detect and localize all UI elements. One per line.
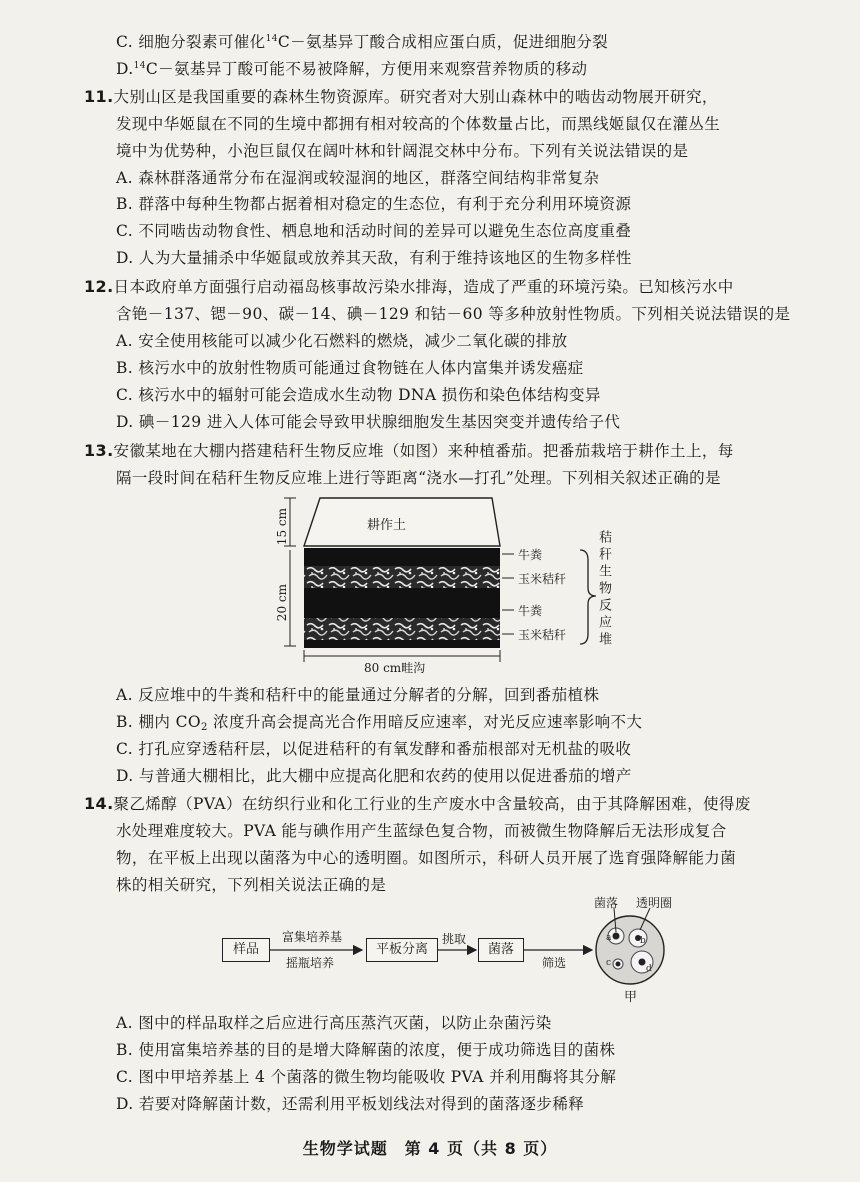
plate-separation-box: 平板分离 <box>366 938 438 962</box>
q11-option-a: A. 森林群落通常分布在湿润或较湿润的地区，群落空间结构非常复杂 <box>116 169 600 187</box>
q14-option-a: A. 图中的样品取样之后应进行高压蒸汽灭菌，以防止杂菌污染 <box>116 1014 552 1032</box>
q11-option-d: D. 人为大量捕杀中华姬鼠或放养其天敌，有利于维持该地区的生物多样性 <box>116 249 632 267</box>
q11-option-b: B. 群落中每种生物都占据着相对稳定的生态位，有利于充分利用环境资源 <box>116 195 632 213</box>
q13-stem-line-1 <box>84 440 734 462</box>
layer-label-straw-1: 玉米秸秆 <box>518 572 567 586</box>
q14-stem-line-2: 水处理难度较大。PVA 能与碘作用产生蓝绿色复合物，而被微生物降解后无法形成复合 <box>116 822 727 840</box>
q10-option-c <box>116 31 608 53</box>
page-footer: 生物学试题 第 4 页（共 8 页） <box>302 1139 558 1158</box>
layer-label-straw-2: 玉米秸秆 <box>518 628 567 642</box>
q14-stem-line-4: 株的相关研究，下列相关说法正确的是 <box>116 876 387 894</box>
dim-mid-label: 20 cm <box>275 584 289 622</box>
q11-stem-line-3: 境中为优势种，小泡巨鼠仅在阔叶林和针阔混交林中分布。下列有关说法错误的是 <box>116 142 689 160</box>
colony-box: 菌落 <box>478 938 524 962</box>
q14-option-d: D. 若要对降解菌计数，还需利用平板划线法对得到的菌落逐步稀释 <box>116 1095 585 1113</box>
q10-option-d-label: D. <box>116 60 134 78</box>
q13-option-b-rest: 浓度升高会提高光合作用暗反应速率，对光反应速率影响不大 <box>207 713 643 731</box>
q12-option-a: A. 安全使用核能可以减少化石燃料的燃烧，减少二氧化碳的排放 <box>116 332 568 350</box>
q14-stem-line-3: 物，在平板上出现以菌落为中心的透明圈。如图所示，科研人员开展了选育强降解能力菌 <box>116 849 737 867</box>
layer-label-manure-2: 牛粪 <box>518 604 543 618</box>
q11-stem-text: 大别山区是我国重要的森林生物资源库。研究者对大别山森林中的啮齿动物展开研究， <box>113 88 718 106</box>
arrow1-bottom-label: 摇瓶培养 <box>286 956 335 970</box>
isotope-superscript: 14 <box>265 34 278 44</box>
q11-option-c: C. 不同啮齿动物食性、栖息地和活动时间的差异可以避免生态位高度重叠 <box>116 222 632 240</box>
q13-option-d: D. 与普通大棚相比，此大棚中应提高化肥和农药的使用以促进番茄的增产 <box>116 767 632 785</box>
soil-label: 耕作土 <box>367 518 407 533</box>
q10-option-c-text: C. 细胞分裂素可催化 <box>116 33 266 51</box>
q11-number: 11. <box>84 87 114 106</box>
arrow3-bottom-label: 筛选 <box>542 956 567 970</box>
q11-stem-line-2: 发现中华姬鼠在不同的生境中都拥有相对较高的个体数量占比，而黑线姬鼠仅在灌丛生 <box>116 115 721 133</box>
sample-box: 样品 <box>222 938 270 962</box>
q10-option-c-rest: C－氨基异丁酸合成相应蛋白质，促进细胞分裂 <box>277 33 609 51</box>
layer-label-manure-1: 牛粪 <box>518 548 543 562</box>
straw-layer-2 <box>304 618 500 640</box>
q14-stem-line-1 <box>84 793 751 815</box>
q13-stem-text: 安徽某地在大棚内搭建秸秆生物反应堆（如图）来种植番茄。把番茄栽培于耕作土上，每 <box>113 442 734 460</box>
isotope-superscript: 14 <box>133 61 146 71</box>
q10-option-d <box>116 58 587 80</box>
colony-letter-b: b <box>640 936 646 946</box>
q13-stem-line-2: 隔一段时间在秸秆生物反应堆上进行等距离“浇水—打孔”处理。下列相关叙述正确的是 <box>116 469 721 487</box>
reactor-label: 秸秆生物反应堆 <box>596 530 611 649</box>
arrow2-top-label: 挑取 <box>442 932 467 946</box>
q12-option-c: C. 核污水中的辐射可能会造成水生动物 DNA 损伤和染色体结构变异 <box>116 386 601 404</box>
q13-option-a: A. 反应堆中的牛粪和秸秆中的能量通过分解者的分解，回到番茄植株 <box>116 686 600 704</box>
q12-number: 12. <box>84 277 114 296</box>
q14-option-c: C. 图中甲培养基上 4 个菌落的微生物均能吸收 PVA 并利用酶将其分解 <box>116 1068 617 1086</box>
q13-option-c: C. 打孔应穿透秸秆层，以促进秸秆的有氧发酵和番茄根部对无机盐的吸收 <box>116 740 632 758</box>
petri-dish <box>596 916 664 984</box>
q14-stem-text: 聚乙烯醇（PVA）在纺织行业和化工行业的生产废水中含量较高，由于其降解困难，使得废 <box>113 795 751 813</box>
q13-option-b-text: B. 棚内 CO <box>116 713 201 731</box>
q12-stem-line-1 <box>84 276 734 298</box>
colony-callout-label: 菌落 <box>594 896 619 910</box>
screening-flow-figure <box>220 896 680 1010</box>
halo-callout-label: 透明圈 <box>636 896 673 910</box>
colony-letter-a: a <box>606 933 612 943</box>
colony-letter-c: c <box>606 958 612 968</box>
q14-number: 14. <box>84 794 114 813</box>
q13-number: 13. <box>84 441 114 460</box>
straw-reactor-figure <box>262 496 611 676</box>
q12-option-b: B. 核污水中的放射性物质可能通过食物链在人体内富集并诱发癌症 <box>116 359 584 377</box>
dish-label: 甲 <box>624 990 638 1005</box>
q12-stem-line-2: 含铯－137、锶－90、碳－14、碘－129 和钴－60 等多种放射性物质。下列相关说法错误的是 <box>116 305 791 323</box>
arrow1-top-label: 富集培养基 <box>282 930 343 944</box>
dim-top-label: 15 cm <box>275 508 289 546</box>
q11-stem-line-1 <box>84 86 718 108</box>
q10-option-d-rest: C－氨基异丁酸可能不易被降解，方便用来观察营养物质的移动 <box>145 60 588 78</box>
q14-option-b: B. 使用富集培养基的目的是增大降解菌的浓度，便于成功筛选目的菌株 <box>116 1041 616 1059</box>
q13-option-b <box>116 711 642 733</box>
q12-option-d: D. 碘－129 进入人体可能会导致甲状腺细胞发生基因突变并遗传给子代 <box>116 413 621 431</box>
q12-stem-text: 日本政府单方面强行启动福岛核事故污染水排海，造成了严重的环境污染。已知核污水中 <box>113 278 734 296</box>
straw-layer-1 <box>304 566 500 588</box>
co2-subscript: 2 <box>200 722 208 733</box>
dim-bottom-label: 80 cm畦沟 <box>364 661 426 675</box>
colony-letter-d: d <box>646 964 652 974</box>
